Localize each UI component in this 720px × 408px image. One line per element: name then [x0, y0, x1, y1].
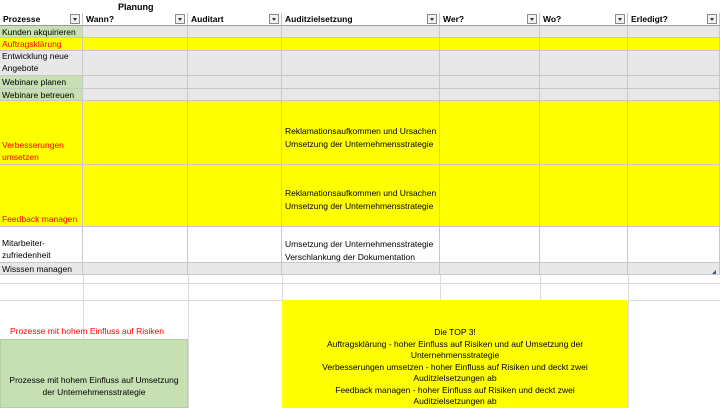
process-name: Feedback managen [2, 214, 78, 224]
process-cell[interactable] [0, 101, 83, 165]
column-header-label: Wer? [443, 14, 465, 24]
table-cell[interactable] [440, 165, 540, 227]
top3-line2: Verbesserungen umsetzen - hoher Einfluss auf Risiken und deckt zwei Auditzielsetzungen ab [322, 361, 588, 383]
table-cell[interactable] [188, 89, 282, 101]
audit-objectives [285, 187, 436, 213]
column-header-wann[interactable] [83, 13, 188, 26]
table-cell[interactable] [540, 89, 628, 101]
grid-line [188, 275, 189, 408]
table-cell[interactable] [188, 51, 282, 76]
grid-line [0, 283, 720, 284]
table-cell[interactable] [83, 38, 188, 51]
table-cell[interactable] [282, 76, 440, 89]
table-cell[interactable] [282, 165, 440, 227]
table-cell[interactable] [282, 51, 440, 76]
strategy-legend-label: Prozesse mit hohem Einfluss auf Umsetzung der Unternehmensstrategie [9, 375, 179, 397]
table-cell[interactable] [440, 89, 540, 101]
table-resize-handle[interactable] [712, 270, 716, 274]
top3-line3: Feedback managen - hoher Einfluss auf Risiken und deckt zwei Auditzielsetzungen ab [335, 384, 575, 406]
table-cell[interactable] [440, 76, 540, 89]
column-header-auditart[interactable] [188, 13, 282, 26]
table-cell[interactable] [628, 263, 720, 275]
filter-dropdown-icon[interactable] [615, 14, 625, 24]
table-cell[interactable] [83, 227, 188, 263]
process-cell[interactable] [0, 38, 83, 51]
process-name: Kunden akquirieren [2, 26, 76, 37]
column-header-label: Prozesse [3, 14, 41, 24]
table-cell[interactable] [628, 227, 720, 263]
table-cell[interactable] [282, 263, 440, 275]
table-cell[interactable] [83, 89, 188, 101]
audit-objective-line: Umsetzung der Unternehmensstrategie [285, 201, 434, 211]
table-cell[interactable] [628, 26, 720, 38]
process-cell[interactable] [0, 26, 83, 38]
audit-objective-line: Reklamationsaufkommen und Ursachen [285, 188, 437, 198]
audit-objective-line: Umsetzung der Unternehmensstrategie [285, 239, 434, 249]
table-cell[interactable] [282, 89, 440, 101]
table-cell[interactable] [540, 101, 628, 165]
column-header-wo[interactable] [540, 13, 628, 26]
filter-dropdown-icon[interactable] [527, 14, 537, 24]
table-cell[interactable] [188, 227, 282, 263]
top3-line1: Auftragsklärung - hoher Einfluss auf Risiken und auf Umsetzung der Unternehmensstrategie [326, 338, 584, 360]
column-header-label: Wann? [86, 14, 115, 24]
audit-objective-line: Reklamationsaufkommen und Ursachen [285, 126, 437, 136]
table-cell[interactable] [83, 51, 188, 76]
table-cell[interactable] [282, 38, 440, 51]
process-cell[interactable] [0, 227, 83, 263]
table-cell[interactable] [628, 89, 720, 101]
table-cell[interactable] [83, 76, 188, 89]
process-name: Auftragsklärung [2, 39, 62, 49]
process-cell[interactable] [0, 89, 83, 101]
audit-objective-line: Verschlankung der Dokumentation [285, 252, 415, 262]
table-cell[interactable] [188, 101, 282, 165]
column-header-wer[interactable] [440, 13, 540, 26]
table-cell[interactable] [83, 263, 188, 275]
table-cell[interactable] [628, 76, 720, 89]
table-cell[interactable] [440, 38, 540, 51]
filter-dropdown-icon[interactable] [70, 14, 80, 24]
table-cell[interactable] [540, 38, 628, 51]
table-cell[interactable] [188, 263, 282, 275]
table-cell[interactable] [83, 165, 188, 227]
column-header-label: Erledigt? [631, 14, 668, 24]
table-cell[interactable] [540, 51, 628, 76]
table-cell[interactable] [188, 38, 282, 51]
column-header-erledigt[interactable] [628, 13, 720, 26]
table-cell[interactable] [628, 38, 720, 51]
table-cell[interactable] [628, 51, 720, 76]
table-cell[interactable] [440, 101, 540, 165]
table-cell[interactable] [83, 26, 188, 38]
process-name: Verbesserungen umsetzen [2, 140, 64, 162]
table-cell[interactable] [188, 76, 282, 89]
sheet-title: Planung [118, 2, 154, 12]
table-cell[interactable] [282, 101, 440, 165]
audit-objectives [285, 238, 433, 263]
column-header-label: Wo? [543, 14, 562, 24]
table-cell[interactable] [440, 26, 540, 38]
grid-line [628, 275, 629, 408]
filter-dropdown-icon[interactable] [269, 14, 279, 24]
process-name: Webinare planen [2, 77, 67, 87]
column-header-prozesse[interactable] [0, 13, 83, 26]
filter-dropdown-icon[interactable] [175, 14, 185, 24]
table-cell[interactable] [83, 101, 188, 165]
table-cell[interactable] [540, 227, 628, 263]
strategy-legend-box [0, 339, 188, 408]
process-name: Wisssen managen [2, 263, 72, 274]
filter-dropdown-icon[interactable] [427, 14, 437, 24]
audit-objective-line: Umsetzung der Unternehmensstrategie [285, 139, 434, 149]
top3-title: Die TOP 3! [434, 327, 476, 337]
table-cell[interactable] [188, 165, 282, 227]
filter-dropdown-icon[interactable] [707, 14, 717, 24]
risk-legend-label: Prozesse mit hohem Einfluss auf Risiken [10, 326, 165, 336]
table-cell[interactable] [540, 263, 628, 275]
column-header-label: Auditart [191, 14, 224, 24]
table-cell[interactable] [628, 101, 720, 165]
process-cell[interactable] [0, 76, 83, 89]
table-cell[interactable] [188, 26, 282, 38]
process-cell[interactable] [0, 165, 83, 227]
table-cell[interactable] [440, 51, 540, 76]
process-cell[interactable] [0, 51, 83, 76]
table-cell[interactable] [440, 227, 540, 263]
process-name: Entwicklung neue Angebote [2, 51, 69, 73]
table-cell[interactable] [282, 227, 440, 263]
audit-objectives [285, 125, 436, 151]
table-cell[interactable] [540, 76, 628, 89]
column-header-auditzielsetzung[interactable] [282, 13, 440, 26]
table-cell[interactable] [540, 165, 628, 227]
process-name: Webinare betreuen [2, 89, 75, 100]
column-header-label: Auditzielsetzung [285, 14, 353, 24]
process-cell[interactable] [0, 263, 83, 275]
process-name: Mitarbeiter-zufriedenheit [2, 238, 51, 260]
table-cell[interactable] [628, 165, 720, 227]
table-cell[interactable] [282, 26, 440, 38]
table-cell[interactable] [440, 263, 540, 275]
top3-box [282, 300, 628, 408]
table-cell[interactable] [540, 26, 628, 38]
